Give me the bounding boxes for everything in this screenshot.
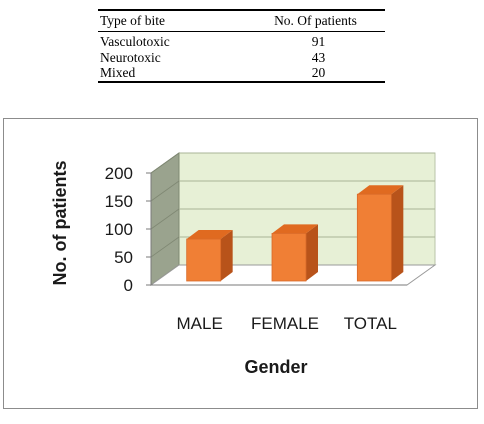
bar [357,194,391,281]
table-cell-count: 91 [311,34,326,49]
table-header-count: No. Of patients [274,13,357,28]
patients-by-gender-chart [4,119,479,410]
y-tick-label: 100 [104,220,133,239]
table-header-row [98,11,385,32]
y-tick-label: 50 [114,248,133,267]
bar-side [306,224,318,281]
bite-type-table [98,9,385,83]
x-axis-title: Gender [244,357,308,377]
x-tick-label: MALE [176,314,223,333]
table-row [98,50,385,66]
bar [272,233,306,281]
y-tick-label: 150 [104,192,133,211]
x-tick-label: TOTAL [343,314,397,333]
y-axis-title: No. of patients [50,160,70,286]
y-tick-label: 0 [123,276,133,295]
x-tick-label: FEMALE [250,314,320,333]
chart-frame [3,118,478,409]
table-cell-type: Neurotoxic [100,49,161,65]
table-row [98,34,385,50]
y-tick-label: 200 [104,164,133,183]
table-cell-count: 20 [311,65,326,80]
bar-side [391,185,403,281]
table-cell-type: Mixed [100,65,136,80]
table-header-type: Type of bite [100,13,166,28]
bar [187,239,221,281]
table-cell-type: Vasculotoxic [100,34,170,49]
table-cell-count: 43 [311,49,326,65]
table-row [98,65,385,81]
